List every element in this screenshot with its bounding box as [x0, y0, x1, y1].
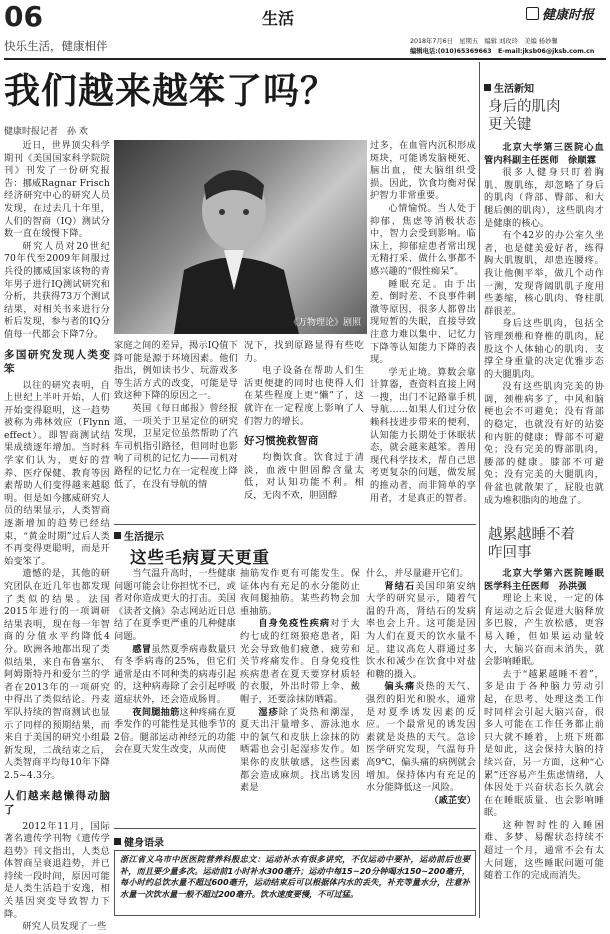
- para: 理论上来说，一定的体育运动之后会促进大脑释放多巴胺，产生放松感，更容易入睡，但如果运动量较大，大脑兴奋而未消失，就会影响睡眠。: [484, 593, 604, 668]
- sidebar-col-2: [484, 568, 604, 918]
- para: 去于“越累越睡不着”，多是由于各种脑力劳动引起，在思考、处理这类工作时同样会引起大脑兴奋，很多人可能在工作任务都止前只大就不睡着，上班下班都是如此，这会保持大脑的持续兴奋，另一方面，这种“心累”还容易产生焦虑情绪，人体因处于兴奋状态长久就会在在睡眠质量、也会影响睡眠。: [484, 668, 604, 819]
- main-col-4: [370, 140, 476, 518]
- editor-hotline: 编辑电话:(010)65369663 E-mail:jksb06@jksb.com.cn: [410, 48, 595, 55]
- main-col-2: [114, 340, 238, 520]
- para: 有个42岁的办公室久坐者，也是健美爱好者，练得胸大肌腹肌，却患连腰疼。我让他侧平举，做几个动作一测，发现背阔肌肌子度用些萎缩，核心肌肉、脊柱肌群很差。: [484, 230, 604, 317]
- sidebar-title-1: 身后的肌肉 更关键: [488, 99, 561, 133]
- article-photo: [114, 140, 367, 334]
- sidebar-title-2: 越累越睡不着 咋回事: [488, 527, 575, 561]
- para: 以往的研究表明，自上世纪上半叶开始，人们开始变得聪明，这一趋势被称为弗林效应（Flynn effect）。即智商测试结果成绩逐年增加。当时科学家们认为，更好的营养、医疗保健、教育等因素帮助人们变得越来越聪明。但是如今挪威研究人员的结果显示，人类智商逐渐增加的趋势已经结束，“黄金时期”过后人类不再变得更聪明，而是开始变笨了。: [4, 379, 110, 567]
- logo-icon: [526, 7, 539, 20]
- sidebar-label-text: 生活新知: [494, 84, 534, 95]
- para: 没有这些肌肉完美的协调，颈椎病多了，中风和脑梗也会不可避免；没有背部的稳定，也就没有好的站姿和内脏的健康；臀部不可避免；没有完美的臀部肌肉，腰部的健康。膝部不可避免；没有完美的大腿肌肉，骨盆也就散架了，屁股也就成为堆积脂肉的地盘了。: [484, 381, 604, 506]
- para: 抽筋发作更有可能发生。保证体内有充足的水分能防止夜间腿抽筋。某些药物会加重抽筋。: [240, 568, 360, 617]
- tips-col-3: [366, 568, 476, 826]
- para: [114, 707, 236, 757]
- health-label: [114, 834, 164, 849]
- para: [114, 644, 236, 707]
- para-text: 炎热的天气、强烈的阳光和脱水，通常是对夏季诱发因素的反应。一个最常见的诱发因素就是炎热的天气。急诊医学研究发现，气温每升高9℃，偏头痛的病例就会增加。保持体内有充足的水分能降低这一风险。: [366, 681, 477, 794]
- tips-label-text: 生活提示: [124, 532, 164, 543]
- para: 均衡饮食。饮食过于清淡，血液中胆固醇含量太低，对认知功能不利。相反，无肉不欢，胆固醇: [244, 452, 364, 501]
- sidebar-divider: [479, 62, 480, 918]
- portrait-figure: [114, 140, 367, 334]
- health-quote-text: 浙江省义乌市中医医院营养科殷忠文：运动补水有很多讲究，不仅运动中要补，运动前后也要补，而且要少量多次。运动前1小时补水300毫升；运动中每15~20分钟喝水150~200毫升，每小时约总饮水量不超过600毫升，运动结束后可以根据体内水的丢失，补充等量水分，注意补水量一次饮水量一般不超过200毫升。饮水速度要慢，不可过猛。: [120, 854, 470, 899]
- para: [366, 681, 476, 794]
- para: 遗憾的是，其他的研究团队在近几年也都发现了类似的结果。法国2015年进行的一项调研结果表明，现在每一年智商的分值水平约降低4分。欧洲各地都出现了类似结果，来自布鲁塞尔、阿姆斯特丹和爱尔兰的学者在2013年的一项研究中得出了类似结论。丹麦军队持续的智商测试也显示了同样的预期结果，而来自于美国的研究小组最新发现，二战结束之后，人类智商平均每10年下降2.5~4.3分。: [4, 568, 110, 781]
- brand-logo: [526, 4, 594, 23]
- para: 睡眠充足。由于出差、倒时差、不良事件刺激等原因，很多人都曾出现短暂的失眠，直接导致注意力难以集中、记忆力下降等认知能力下降的表现。: [370, 278, 476, 366]
- para: [240, 707, 360, 795]
- para: 电子设备在帮助人们生活更便捷的同时也使得人们在某些程度上更“懒”了，这就许在一定程度上影响了人们智力的增长。: [244, 365, 364, 427]
- para: [366, 581, 476, 682]
- para: 2012年11月，国际著名遗传学刊物《遗传学趋势》刊文指出，人类总体智商呈衰退趋势，并已持续一段时间，原因可能是人类生活趋于安逸，相关基因突变导致智力下降。: [4, 820, 110, 920]
- dateline: 2018年7月6日 星期五 编辑 刘玫玲 美编 杨妙馨: [410, 38, 558, 45]
- para-text: 虽然夏季病毒数量只有冬季病毒的25%，但它们通常是由不同种类的病毒引起的，这种病毒除了会引起呼吸道症状外，还会造成肠胃。: [114, 643, 236, 705]
- para: 心情愉悦。当人处于抑郁、焦虑等消极状态中，智力会受到影响。临床上，抑郁症患者常出现无精打采、做什么事都不感兴趣的“假性痴呆”。: [370, 202, 476, 277]
- para: [240, 618, 360, 706]
- para-lead: 偏头痛: [384, 681, 416, 693]
- para: 这种智时性的入睡困难、多梦、易醒状态持续不超过一个月，通常不会有太大问题，这些睡眠问题可能随着工作的完成而消失。: [484, 819, 604, 882]
- brand-name: 健康时报: [542, 8, 595, 23]
- para-text: 对于大约七成的红斑狼疮患者，阳光会导致他们疲惫、疲劳和关节疼痛发作。自身免疫性疾病患者在夏天要穿材质轻的衣服，外出时带上伞、戴帽子，还要涂抹防晒霜。: [240, 618, 360, 705]
- para: 很多人健身只盯着胸肌、腹肌练，却忽略了身后的肌肉（背部、臀部、和大腿后侧的肌肉），这些肌肉才是健康的核心。: [484, 167, 604, 229]
- para-lead: 感冒: [132, 643, 152, 655]
- tips-col-1: [114, 568, 236, 826]
- header-rule: [4, 58, 606, 60]
- bullet-square-icon: [114, 532, 121, 539]
- para: 过多，在血管内沉积形成斑块，可能诱发脑梗死、脑出血，使大脑组织受损。因此，饮食均衡对保护智力非常重要。: [370, 140, 476, 202]
- para-lead: 自身免疫性疾病: [258, 618, 331, 630]
- tips-col-2: [240, 568, 360, 826]
- page-number: 06: [4, 0, 43, 33]
- para: 什么，并尽量避开它们。: [366, 568, 469, 579]
- author: 北京大学第六医院睡眠医学科主任医师 孙洪强: [484, 568, 604, 592]
- tips-label: [114, 528, 164, 543]
- para: 况下，找到原路显得有些吃力。: [244, 340, 364, 364]
- headline: 我们越来越笨了吗？: [4, 71, 338, 112]
- para-lead: 湿疹: [258, 706, 279, 718]
- para: 英国《每日邮报》曾经报道，一项关于卫星定位的研究发现，卫星定位虽然帮助了汽车司机指引路径，但同时也影响了司机的记忆力——司机对路程的记忆力在一定程度上降低了，在没有导航的情: [114, 402, 238, 490]
- para-text: 美国印第安纳大学的研究显示，随着气温的升高，肾结石的发病率也会上升。这可能是因为人们在夏天的饮水量不足。建议高危人群通过多饮水和减少在饮食中对盐和糖的摄入。: [366, 580, 477, 680]
- section-title: 生活: [262, 9, 295, 28]
- para-lead: 夜间腿抽筋: [132, 706, 180, 718]
- subhead: 人们越来越懒得动脑了: [4, 789, 110, 816]
- para: 研究人员发现了一些: [22, 921, 107, 933]
- section-rule: [114, 828, 476, 829]
- bullet-square-icon: [114, 838, 121, 845]
- main-col-1: [4, 140, 110, 933]
- author: 北京大学第三医院心血管内科副主任医师 徐顺霖: [484, 142, 604, 166]
- main-col-3: [244, 340, 364, 520]
- para: 学无止境。算数会靠计算器，查资料直接上网一搜，出门不记路靠手机导航……如果人们过分依赖科技进步带来的便利，认知能力长期处于休眠状态，就会越来越笨。善用现代科学技术，帮自己思考更复杂的问题，做发展的推动者，而非简单的享用者，才是真正的智者。: [370, 366, 476, 504]
- para: 家庭之间的差异，揭示IQ值下降可能是源于环境因素。他们指出，例如读书少、玩游戏多等生活方式的改变，可能是导致这种下降的原因之一。: [114, 340, 238, 402]
- health-label-text: 健身语录: [124, 838, 164, 849]
- sidebar-label: [484, 80, 534, 95]
- bullet-square-icon: [484, 84, 491, 91]
- photo-caption: 《万物理论》剧照: [288, 318, 361, 328]
- sidebar-col-1: [484, 142, 604, 522]
- para-lead: 肾结石: [384, 580, 416, 592]
- tips-headline: 这些毛病夏天更重: [130, 548, 270, 567]
- para-text: 除了炎热和潮湿，夏天出汗量增多、游泳池水中的氯气和皮肤上涂抹的防晒霜也会引起湿疹发作。如果你的皮肤敏感，这些因素都会造成麻烦。找出诱发因素是: [240, 706, 360, 794]
- subhead: 好习惯挽救智商: [244, 435, 319, 448]
- byline: 健康时报记者 孙 欢: [4, 127, 88, 137]
- credit: （戚芷安）: [429, 794, 476, 806]
- para: 身后这些肌肉，包括全管理颈椎和脊椎的肌肉，屁股这个人体轴心的肌肉、支撑全身重量的决定优雅步态的大腿肌肉。: [484, 318, 604, 380]
- health-quote-box: [114, 850, 476, 916]
- section-rule: [114, 524, 476, 525]
- para: 近日，世界顶尖科学期刊《美国国家科学院院刊》刊发了一份研究报告：挪威Ragnar Frisch经济研究中心的研究人员发现，在过去几十年里，人们的智商（IQ）测试分数一直在缓慢下降。: [4, 140, 110, 240]
- para: 当气温升高时，一些健康问题可能会让你担忧不已，或者对你造成更大的打击。美国《读者文摘》杂志网站近日总结了在夏季更严重的几种健康问题。: [114, 568, 236, 642]
- para-text: 这种疼痛在夏季发作的可能性是其他季节的2倍。腿部运动神经元的功能会在夏天发生改变，从而使: [114, 706, 237, 756]
- para: 研究人员对20世纪70年代至2009年间服过兵役的挪威国家该物的青年男子进行IQ测试研究和分析，共获得73万个测试结果，对相关书来进行分析后发现，参与者的IQ分值每一代都会下降7分。: [4, 240, 110, 340]
- page-slogan: 快乐生活，健康相伴: [4, 39, 108, 53]
- subhead: 多国研究发现人类变笨: [4, 348, 110, 375]
